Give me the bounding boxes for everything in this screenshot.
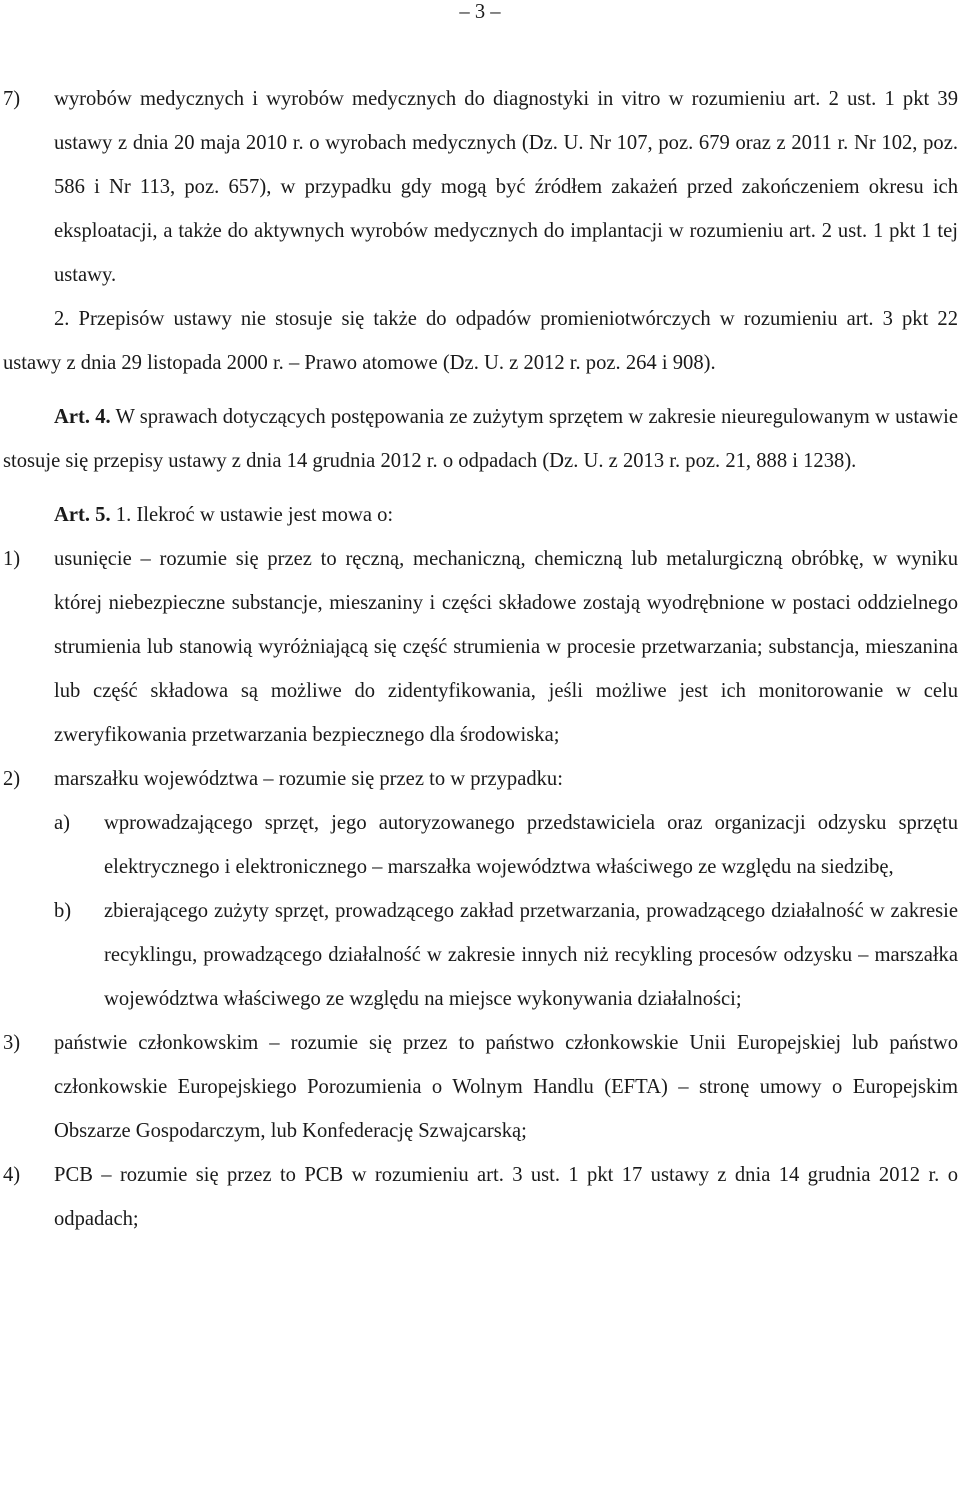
sub-item-text: wprowadzającego sprzęt, jego autoryzowanego przedstawiciela oraz organizacji odzysku sprzętu elektrycznego i elektronicznego – marszałka województwa właściwego ze względu na siedzibę, (104, 812, 958, 878)
article-label: Art. 4. (54, 406, 111, 428)
article-5 (3, 493, 958, 537)
item-number: 2) (3, 768, 21, 790)
article-text: 1. Ilekroć w ustawie jest mowa o: (115, 504, 394, 526)
item-text: usunięcie – rozumie się przez to ręczną, mechaniczną, chemiczną lub metalurgiczną obróbkę, w wyniku której niebezpieczne substancje, mieszaniny i części składowe zostają wyodrębnione w postaci oddzielnego strumienia lub stanowią wyróżniającą się część strumienia w procesie przetwarzania; substancja, mieszanina lub część składowa są możliwe do zidentyfikowania, jeśli możliwe jest ich monitorowanie w celu zweryfikowania przetwarzania bezpiecznego dla środowiska; (54, 548, 958, 746)
article-label: Art. 5. (54, 504, 111, 526)
article-4 (3, 395, 958, 483)
sub-item-letter: b) (54, 900, 72, 922)
item-text: państwie członkowskim – rozumie się przez to państwo członkowskie Unii Europejskiej lub państwo członkowskie Europejskiego Porozumienia o Wolnym Handlu (EFTA) – stronę umowy o Europejskim Obszarze Gospodarczym, lub Konfederację Szwajcarską; (54, 1032, 958, 1142)
paragraph-2: 2. Przepisów ustawy nie stosuje się także do odpadów promieniotwórczych w rozumieniu art. 3 pkt 22 ustawy z dnia 29 listopada 2000 r. – Prawo atomowe (Dz. U. z 2012 r. poz. 264 i 908). (3, 308, 958, 374)
document-body (3, 77, 958, 1241)
item-number: 7) (3, 88, 21, 110)
article-text: W sprawach dotyczących postępowania ze zużytym sprzętem w zakresie nieuregulowanym w ustawie stosuje się przepisy ustawy z dnia 14 grudnia 2012 r. o odpadach (Dz. U. z 2013 r. poz. 21, 888 i 1238). (3, 406, 958, 472)
item-number: 1) (3, 548, 21, 570)
item-number: 3) (3, 1032, 21, 1054)
sub-item-b (54, 889, 958, 1021)
sub-item-letter: a) (54, 812, 70, 834)
item-text: wyrobów medycznych i wyrobów medycznych do diagnostyki in vitro w rozumieniu art. 2 ust. 1 pkt 39 ustawy z dnia 20 maja 2010 r. o wyrobach medycznych (Dz. U. Nr 107, poz. 679 oraz z 2011 r. Nr 102, poz. 586 i Nr 113, poz. 657), w przypadku gdy mogą być źródłem zakażeń przed zakończeniem okresu ich eksploatacji, a także do aktywnych wyrobów medycznych do implantacji w rozumieniu art. 2 ust. 1 pkt 1 tej ustawy. (54, 88, 958, 286)
list-item-7 (3, 77, 958, 297)
list-item-2 (3, 757, 958, 801)
list-item-3 (3, 1021, 958, 1153)
page-number: – 3 – (459, 1, 501, 23)
sub-item-a (54, 801, 958, 889)
list-item-4 (3, 1153, 958, 1241)
sub-item-text: zbierającego zużyty sprzęt, prowadzącego zakład przetwarzania, prowadzącego działalność w zakresie recyklingu, prowadzącego działalność w zakresie innych niż recykling procesów odzysku – marszałka województwa właściwego ze względu na miejsce wykonywania działalności; (104, 900, 958, 1010)
item-text: PCB – rozumie się przez to PCB w rozumieniu art. 3 ust. 1 pkt 17 ustawy z dnia 14 grudnia 2012 r. o odpadach; (54, 1164, 958, 1230)
list-item-1 (3, 537, 958, 757)
item-number: 4) (3, 1164, 21, 1186)
item-text: marszałku województwa – rozumie się przez to w przypadku: (54, 768, 563, 790)
